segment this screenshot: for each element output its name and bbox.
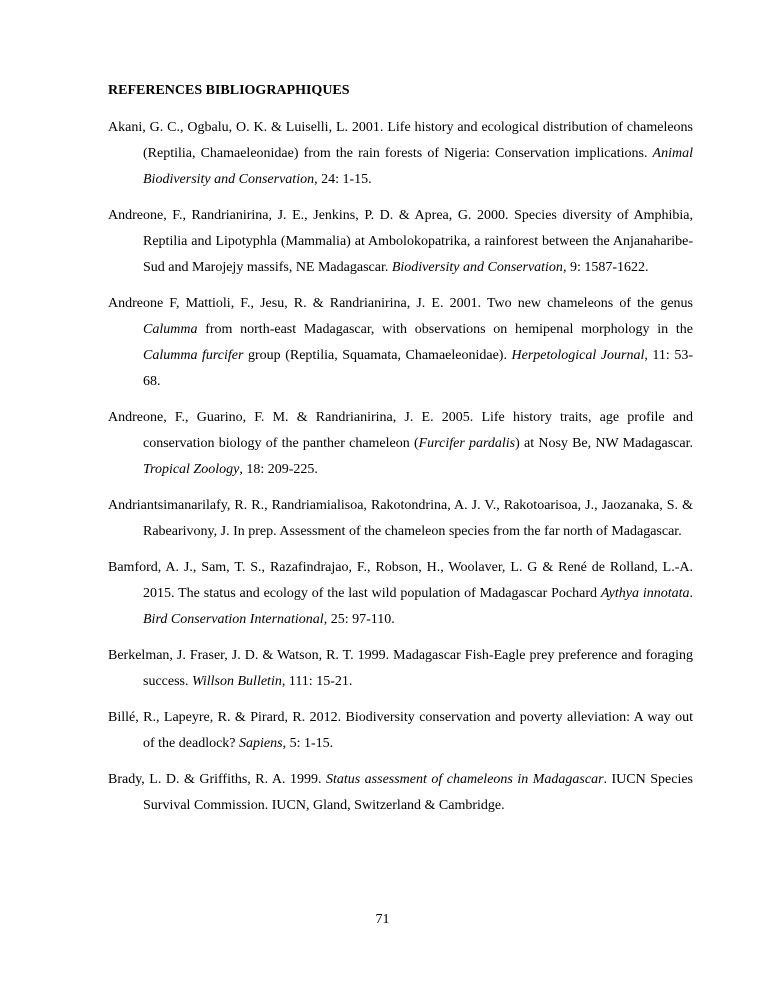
- reference-andreone-2001: [108, 291, 693, 395]
- reference-andriantsimanarilafy-in-prep: [108, 493, 693, 545]
- reference-text: Andreone F, Mattioli, F., Jesu, R. & Randrianirina, J. E. 2001. Two new chameleons of the genus: [108, 296, 693, 311]
- reference-citation: , 18: 209-225.: [239, 462, 318, 477]
- species-name: Aythya innotata: [600, 586, 690, 601]
- report-title: Status assessment of chameleons in Madagascar: [325, 772, 604, 787]
- reference-text: Andriantsimanarilafy, R. R., Randriamialisoa, Rakotondrina, A. J. V., Rakotoarisoa, J., Jaozanaka, S. & Rabearivony, J. In prep. Assessment of the chameleon species from the far north of Madagascar.: [108, 498, 693, 539]
- species-name: Calumma furcifer: [143, 348, 244, 363]
- reference-text: from north-east Madagascar, with observations on hemipenal morphology in the: [197, 322, 693, 337]
- reference-akani-2001: [108, 115, 693, 193]
- reference-bille-2012: [108, 705, 693, 757]
- journal-title: Bird Conservation International: [143, 612, 324, 627]
- journal-title: Biodiversity and Conservation: [391, 260, 563, 275]
- journal-title: Sapiens: [239, 736, 283, 751]
- reference-berkelman-1999: [108, 643, 693, 695]
- reference-andreone-2005: [108, 405, 693, 483]
- reference-citation: . IUCN Species Survival Commission. IUCN, Gland, Switzerland & Cambridge.: [143, 772, 693, 813]
- reference-citation: , 111: 15-21.: [281, 674, 353, 689]
- reference-andreone-2000: [108, 203, 693, 281]
- species-name: Furcifer pardalis: [418, 436, 516, 451]
- journal-title: Animal Biodiversity and Conservation: [143, 146, 693, 187]
- reference-citation: , 9: 1587-1622.: [562, 260, 649, 275]
- reference-citation: , 24: 1-15.: [314, 172, 372, 187]
- reference-brady-1999: [108, 767, 693, 819]
- reference-text: Brady, L. D. & Griffiths, R. A. 1999.: [108, 772, 326, 787]
- section-heading: REFERENCES BIBLIOGRAPHIQUES: [108, 83, 350, 98]
- reference-text: Billé, R., Lapeyre, R. & Pirard, R. 2012. Biodiversity conservation and poverty alleviation: A way out of the deadlock?: [108, 710, 693, 751]
- reference-text: .: [689, 586, 693, 601]
- reference-citation: , 25: 97-110.: [323, 612, 395, 627]
- journal-title: Willson Bulletin: [192, 674, 282, 689]
- reference-citation: , 5: 1-15.: [282, 736, 334, 751]
- reference-text: Akani, G. C., Ogbalu, O. K. & Luiselli, L. 2001. Life history and ecological distribution of chameleons (Reptilia, Chamaeleonidae) from the rain forests of Nigeria: Conservation implications.: [108, 120, 693, 161]
- reference-text: ) at Nosy Be, NW Madagascar.: [515, 436, 693, 451]
- reference-bamford-2015: [108, 555, 693, 633]
- reference-text: Berkelman, J. Fraser, J. D. & Watson, R. T. 1999. Madagascar Fish-Eagle prey preference and foraging success.: [108, 648, 693, 689]
- reference-text: Andreone, F., Guarino, F. M. & Randrianirina, J. E. 2005. Life history traits, age profile and conservation biology of the panther chameleon (: [108, 410, 693, 451]
- journal-title: Herpetological Journal: [511, 348, 645, 363]
- reference-list: [108, 115, 693, 829]
- genus-name: Calumma: [143, 322, 198, 337]
- page-number: 71: [375, 912, 390, 927]
- reference-citation: , 11: 53-68.: [143, 348, 693, 389]
- reference-text: Andreone, F., Randrianirina, J. E., Jenkins, P. D. & Aprea, G. 2000. Species diversity of Amphibia, Reptilia and Lipotyphla (Mammalia) at Ambolokopatrika, a rainforest between the Anjanaharibe-Sud and Marojejy massifs, NE Madagascar.: [108, 208, 693, 275]
- journal-title: Tropical Zoology: [143, 462, 240, 477]
- reference-text: group (Reptilia, Squamata, Chamaeleonidae).: [243, 348, 512, 363]
- reference-text: Bamford, A. J., Sam, T. S., Razafindrajao, F., Robson, H., Woolaver, L. G & René de Rolland, L.-A. 2015. The status and ecology of the last wild population of Madagascar Pochard: [108, 560, 693, 601]
